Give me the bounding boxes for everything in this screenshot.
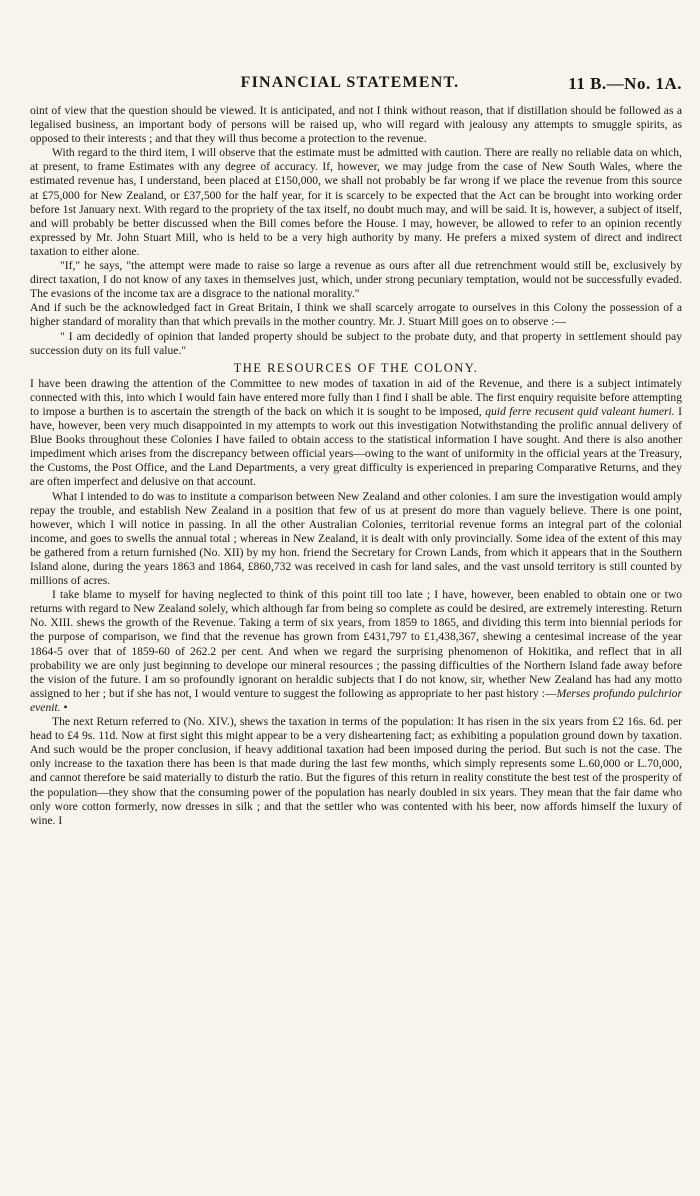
page-title: FINANCIAL STATEMENT. bbox=[240, 74, 460, 91]
body-text bbox=[30, 104, 682, 828]
paragraph-2: With regard to the third item, I will observe that the estimate must be admitted with caution. There are really no reliable data on which, at present, to frame Estimates with any degree of accuracy. If, however, we may judge from the case of New South Wales, where the estimated revenue has, I understand, been placed at £150,000, we shall not probably be far wrong if we place the revenue from this source at £75,000 for New Zealand, or £37,500 for the half year, for it is scarcely to be expected that the Act can be brought into working order before 1st January next. With regard to the propriety of the tax itself, no doubt much may, and will be said. It is, however, a subject of itself, and will probably be better discussed when the Bill comes before the House. I may, however, be allowed to refer to an opinion recently expressed by Mr. John Stuart Mill, who is held to be a very high authority by many. He prefers a mixed system of direct and indirect taxation to either alone. bbox=[30, 146, 682, 258]
paragraph-1: oint of view that the question should be viewed. It is anticipated, and not I think without reason, that if distillation should be followed as a legalised business, an important body of persons will be raised up, who will regard with jealousy any attempts to smuggle spirits, as opposed to their interests ; and that they will thus become a protection to the revenue. bbox=[30, 104, 682, 146]
quotation-2: " I am decidedly of opinion that landed property should be subject to the probate duty, and that property in settlement should pay succession duty on its full value." bbox=[30, 329, 682, 357]
document-reference: 11 B.—No. 1A. bbox=[568, 74, 682, 93]
paragraph-3: And if such be the acknowledged fact in Great Britain, I think we shall scarcely arrogate to ourselves in this Colony the possession of a higher standard of morality than that which prevails in the mother country. Mr. J. Stuart Mill goes on to observe :— bbox=[30, 301, 682, 329]
motto: Merses profundo pulchrior evenit. bbox=[30, 686, 682, 714]
paragraph-6 bbox=[30, 588, 682, 715]
paragraph-4 bbox=[30, 377, 682, 490]
quotation-1: "If," he says, "the attempt were made to raise so large a revenue as ours after all due retrenchment would still be, exclusively by direct taxation, I do not know of any taxes in themselves just, which, under strong pecuniary temptation, would not be successfully evaded. The evasions of the income tax are a disgrace to the national morality." bbox=[30, 259, 682, 301]
latin-quote: quid ferre recusent quid valeant humeri. bbox=[485, 404, 675, 418]
paragraph-7: The next Return referred to (No. XIV.), shews the taxation in terms of the population: It has risen in the six years from £2 16s. 6d. per head to £4 9s. 11d. Now at first sight this might appear to be a very disheartening fact; as exhibiting a population ground down by taxation. And such would be the proper conclusion, if heavy additional taxation had been imposed during the period. But such is not the case. The only increase to the taxation there has been is that made during the last few months, which simply represents some L.60,000 or L.70,000, and cannot therefore be said materially to disturb the ratio. But the figures of this return in reality constitute the best test of the prosperity of the population—they show that the consuming power of the population has nearly doubled in six years. They mean that the fair dame who only wore cotton formerly, now dresses in silk ; and that the settler who was contented with his beer, now affords himself the luxury of wine. I bbox=[30, 715, 682, 827]
bullet-mark: • bbox=[63, 700, 68, 714]
paragraph-6-text: I take blame to myself for having neglected to think of this point till too late ; I have, however, been enabled to obtain one or two returns with regard to New Zealand solely, which although far from being so complete as could be desired, are extremely interesting. Return No. XIII. shews the growth of the Revenue. Taking a term of six years, from 1859 to 1865, and dividing this term into biennial periods for the purpose of comparison, we find that the revenue has grown from £431,797 to £1,438,367, shewing a centesimal increase of the year 1864-5 over that of 1859-60 of 262.2 per cent. And when we regard the surprising phenomenon of Hokitika, and reflect that in all probability we are only just beginning to develope our mineral resources ; the passing difficulties of the Northern Island fade away before the vision of the future. I am so profoundly ignorant on heraldic subjects that I do not know, sir, whether New Zealand has had any motto assigned to her ; but if she has not, I would venture to suggest the following as appropriate to her past history :— bbox=[30, 588, 682, 700]
paragraph-4-text: I have been drawing the attention of the Committee to new modes of taxation in aid of the Revenue, and there is a subject intimately connected with this, into which I would fain have entered more fully than I find I shall be able. The first enquiry requisite before attempting to impose a burthen is to ascertain the strength of the back on which it is sought to be imposed, bbox=[30, 376, 682, 418]
section-heading: THE RESOURCES OF THE COLONY. bbox=[233, 360, 479, 375]
paragraph-5: What I intended to do was to institute a comparison between New Zealand and other colonies. I am sure the investigation would amply repay the trouble, and establish New Zealand in a position that few of us at present do more than vaguely believe. There is one point, however, which I will notice in passing. In all the other Australian Colonies, territorial revenue forms an integral part of the colonial income, and goes to swells the annual total ; whereas in New Zealand, it is dealt with only provincially. Some idea of the extent of this may be gathered from a return furnished (No. XII) by my hon. friend the Secretary for Crown Lands, from which it appears that in the Southern Island alone, during the years 1863 and 1864, £860,732 was received in cash for land sales, and the vast unsold territory is still counted by millions of acres. bbox=[30, 489, 682, 588]
paragraph-4-text-continued: I have, however, been very much disappointed in my attempts to work out this investigation Notwithstanding the prolific annual delivery of Blue Books throughout these Colonies I have failed to obtain access to the statistical information I have sought. And there is also another impediment which arises from the discrepancy between official years—owing to the want of uniformity in the official years at the Treasury, the Customs, the Post Office, and the Land Departments, a very great difficulty is experienced in preparing Comparative Returns, and they are often imperfect and delusive on that account. bbox=[30, 404, 683, 489]
